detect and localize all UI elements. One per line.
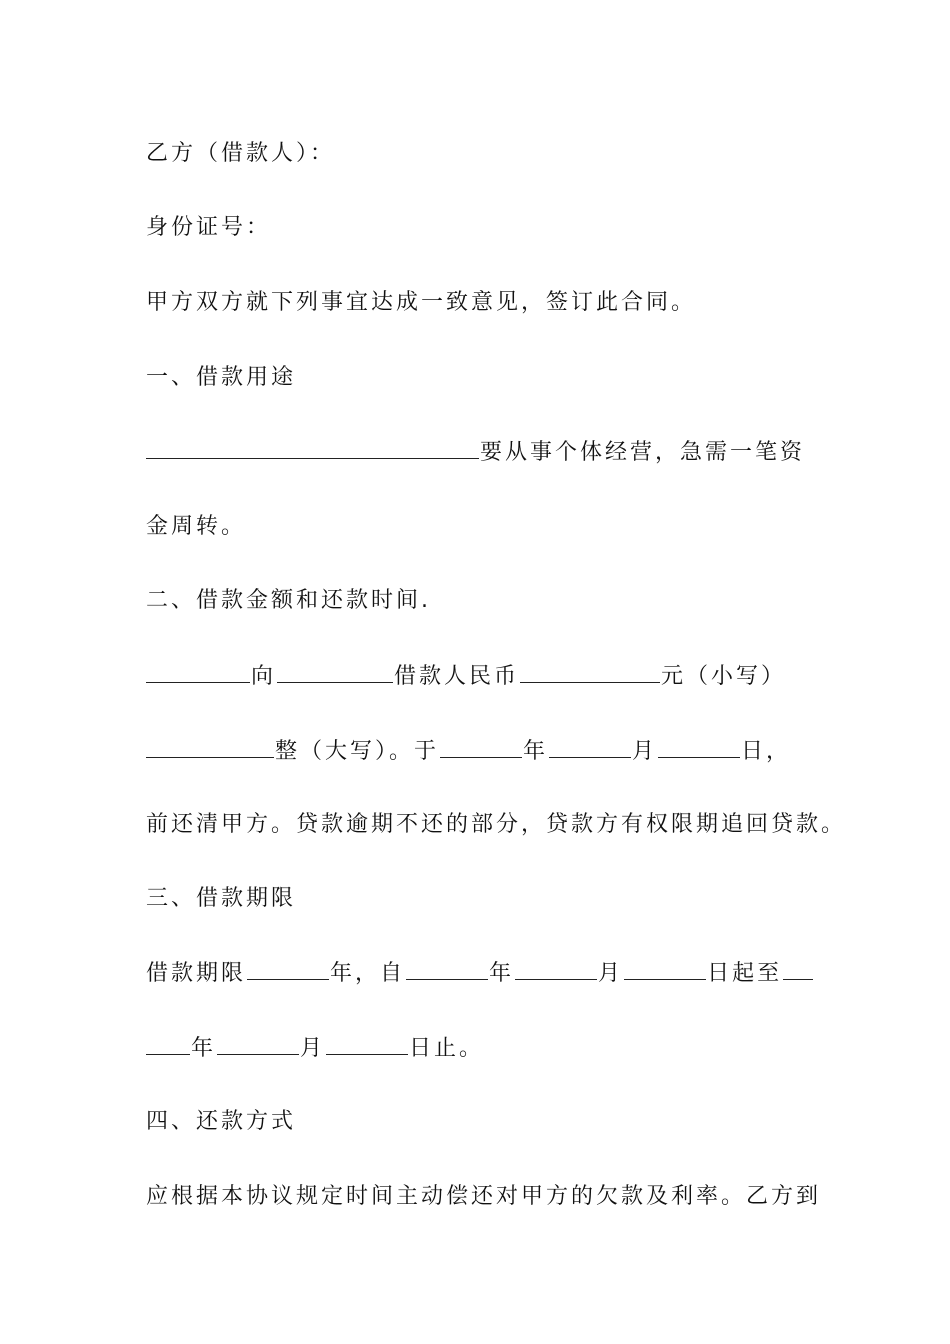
start-year-blank[interactable] (406, 959, 488, 980)
repay-day-blank[interactable] (658, 737, 740, 758)
agreement-intro: 甲方双方就下列事宜达成一致意见，签订此合同。 (146, 290, 697, 315)
section-1-line-1-text: 要从事个体经营，急需一笔资 (480, 440, 806, 465)
id-number-label: 身份证号： (146, 215, 272, 240)
section-3-title: 三、借款期限 (146, 886, 297, 911)
end-year-blank-part-2[interactable] (146, 1034, 190, 1055)
end-year-blank-part-1[interactable] (783, 959, 813, 980)
purpose-blank[interactable] (146, 438, 479, 459)
repay-year-blank[interactable] (440, 737, 522, 758)
section-3-line-2 (146, 1034, 484, 1063)
section-3-text-end-month: 月 (300, 1036, 326, 1061)
term-years-blank[interactable] (247, 959, 329, 980)
section-3-text-end-year: 年 (191, 1036, 217, 1061)
section-2-text-month: 月 (632, 739, 658, 764)
repay-month-blank[interactable] (549, 737, 631, 758)
borrower-blank[interactable] (277, 662, 393, 683)
section-4-title: 四、还款方式 (146, 1109, 297, 1134)
section-3-text-term: 借款期限 (146, 961, 247, 986)
section-2-text-year: 年 (523, 739, 549, 764)
section-2-line-1 (146, 662, 786, 691)
section-2-line-2 (146, 737, 791, 766)
start-month-blank[interactable] (515, 959, 597, 980)
end-day-blank[interactable] (326, 1034, 408, 1055)
lender-blank[interactable] (146, 662, 250, 683)
section-3-line-1 (146, 959, 814, 988)
party-b-label: 乙方（借款人）： (146, 141, 336, 166)
section-1-line-2: 金周转。 (146, 514, 247, 539)
section-2-text-zheng: 整（大写）。于 (275, 739, 440, 764)
section-2-text-yuan: 元（小写） (661, 664, 787, 689)
section-3-text-end-day: 日止。 (409, 1036, 485, 1061)
section-2-text-xiang: 向 (251, 664, 277, 689)
start-day-blank[interactable] (624, 959, 706, 980)
section-3-text-year: 年 (489, 961, 515, 986)
section-2-line-3: 前还清甲方。贷款逾期不还的部分，贷款方有权限期追回贷款。 (146, 812, 847, 837)
section-3-text-until: 日起至 (707, 961, 783, 986)
section-2-text-rmb: 借款人民币 (394, 664, 520, 689)
amount-uppercase-blank[interactable] (146, 737, 274, 758)
section-4-line-1: 应根据本协议规定时间主动偿还对甲方的欠款及利率。乙方到 (146, 1184, 822, 1209)
section-1-line-1 (146, 438, 805, 467)
section-1-title: 一、借款用途 (146, 365, 297, 390)
section-3-text-month: 月 (598, 961, 624, 986)
section-2-text-day: 日， (741, 739, 792, 764)
end-month-blank[interactable] (217, 1034, 299, 1055)
section-2-title: 二、借款金额和还款时间. (146, 588, 431, 613)
section-3-text-from: 年，自 (330, 961, 406, 986)
amount-lowercase-blank[interactable] (520, 662, 660, 683)
